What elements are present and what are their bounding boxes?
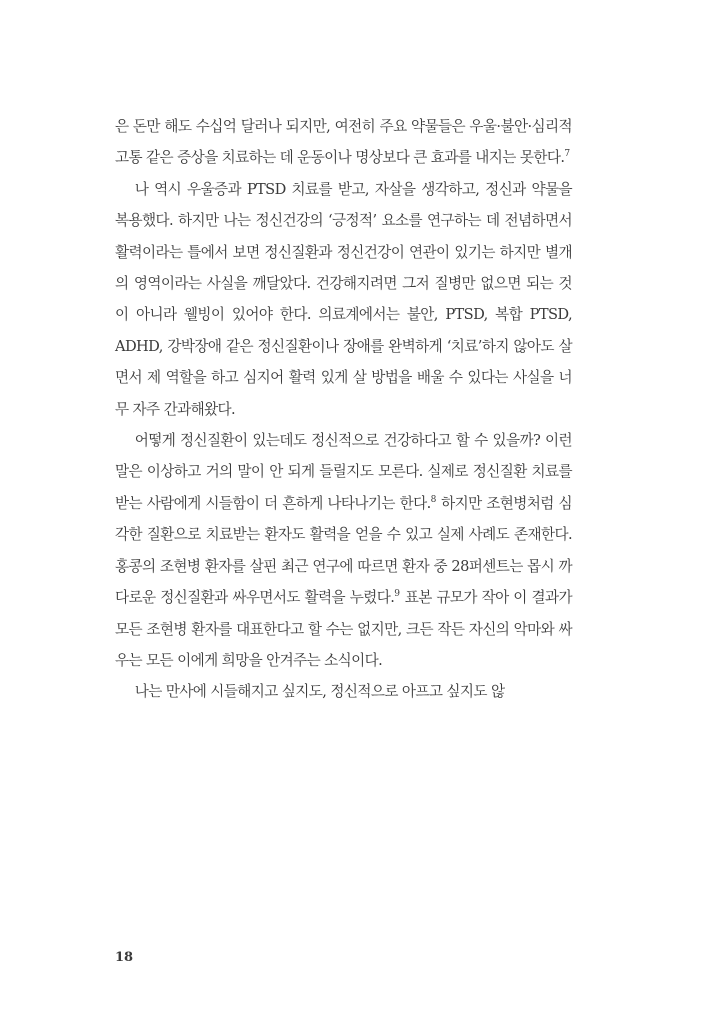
footnote-marker[interactable]: 9 <box>394 589 401 600</box>
paragraph-text: 나 역시 우울증과 PTSD 치료를 받고, 자살을 생각하고, 정신과 약물을 복용했다. 하지만 나는 정신건강의 ‘긍정적’ 요소를 연구하는 데 전념하면서 활력이라는 틀에서 보면 정신질환과 정신건강이 연관이 있기는 하지만 별개의 영역이라는 사실을 깨달았다. 건강해지려면 그저 질병만 없으면 되는 것이 아니라 웰빙이 있어야 한다. 의료계에서는 불안, PTSD, 복합 PTSD, ADHD, 강박장애 같은 정신질환이나 장애를 완벽하게 ‘치료’하지 않아도 살면서 제 역할을 하고 심지어 활력 있게 살 방법을 배울 수 있다는 사실을 너무 자주 간과해왔다. <box>115 180 572 418</box>
body-text <box>115 111 572 708</box>
paragraph-text: 표본 규모가 작아 이 결과가 모든 조현병 환자를 대표한다고 할 수는 없지만, 크든 작든 자신의 악마와 싸우는 모든 이에게 희망을 안겨주는 소식이다. <box>115 589 572 669</box>
paragraph <box>115 111 572 174</box>
paragraph <box>115 676 572 707</box>
footnote-marker[interactable]: 8 <box>430 495 437 506</box>
paragraph-text: 하지만 조현병처럼 심각한 질환으로 치료받는 환자도 활력을 얻을 수 있고 실제 사례도 존재한다. 홍콩의 조현병 환자를 살핀 최근 연구에 따르면 환자 중 28퍼센트는 몹시 까다로운 정신질환과 싸우면서도 활력을 누렸다. <box>115 494 572 607</box>
paragraph-text: 나는 만사에 시들해지고 싶지도, 정신적으로 아프고 싶지도 않 <box>134 683 505 701</box>
footnote-marker[interactable]: 7 <box>564 149 571 160</box>
paragraph <box>115 425 572 676</box>
paragraph <box>115 174 572 425</box>
paragraph-text: 은 돈만 해도 수십억 달러나 되지만, 여전히 주요 약물들은 우울·불안·심리적 고통 같은 증상을 치료하는 데 운동이나 명상보다 큰 효과를 내지는 못한다. <box>115 118 572 167</box>
paragraph-text: 어떻게 정신질환이 있는데도 정신적으로 건강하다고 할 수 있을까? 이런 말은 이상하고 거의 말이 안 되게 들릴지도 모른다. 실제로 정신질환 치료를 받는 사람에게 시들함이 더 흔하게 나타나기는 한다. <box>115 432 572 512</box>
page-number: 18 <box>115 950 134 965</box>
